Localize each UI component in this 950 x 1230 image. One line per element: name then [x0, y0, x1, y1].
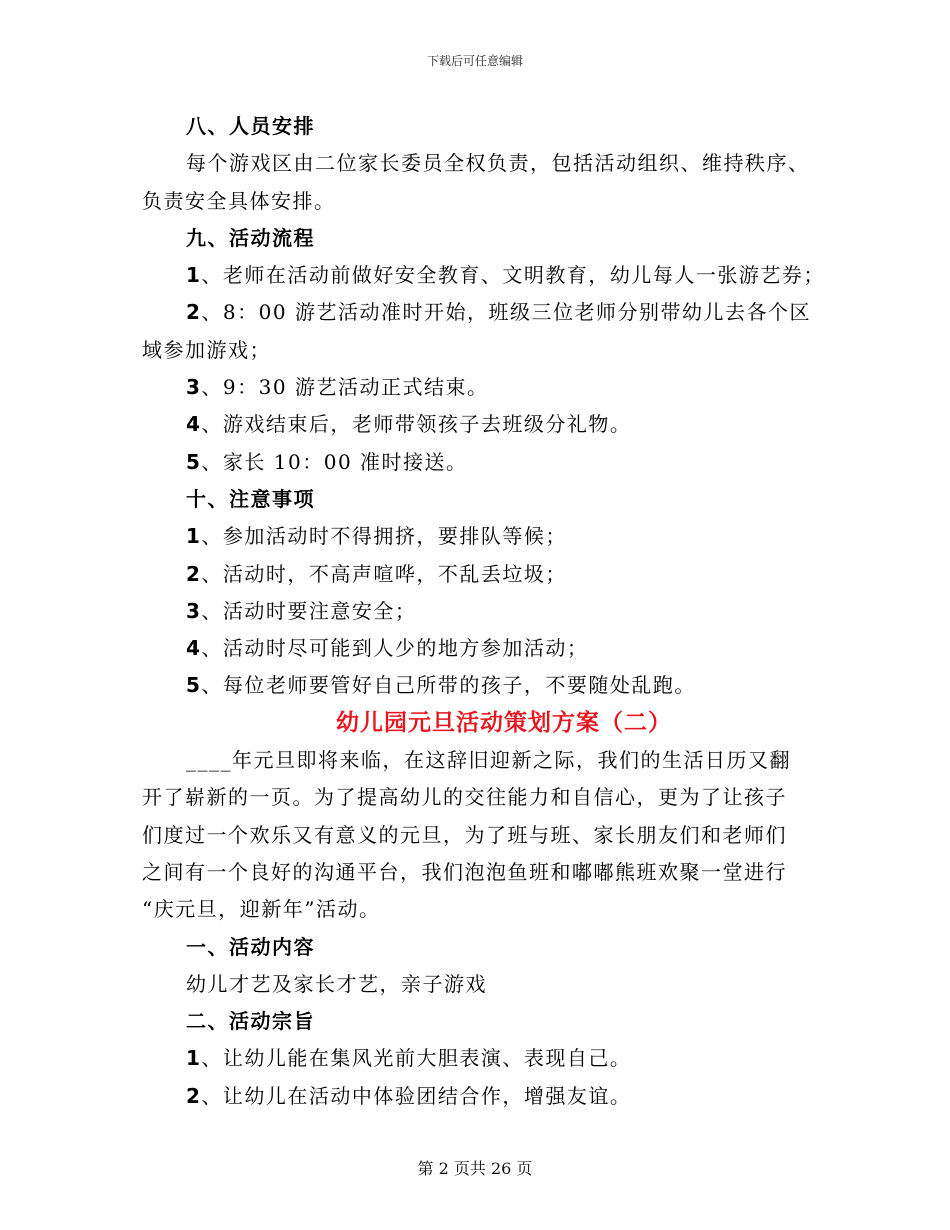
list-number: 5	[186, 449, 202, 474]
paragraph-line: 们度过一个欢乐又有意义的元旦，为了班与班、家长朋友们和老师们	[142, 822, 787, 847]
list-text: 、活动时，不高声喧哗，不乱丢垃圾；	[201, 561, 567, 586]
page-footer: 第 2 页共 26 页	[417, 1159, 533, 1178]
list-number: 4	[186, 412, 202, 437]
list-text: 、参加活动时不得拥挤，要排队等候；	[201, 524, 567, 549]
list-text: 、让幼儿在活动中体验团结合作，增强友谊。	[201, 1083, 632, 1108]
list-item-continuation: 域参加游戏；	[142, 337, 271, 362]
paragraph-line: 之间有一个良好的沟通平台，我们泡泡鱼班和嘟嘟熊班欢聚一堂进行	[142, 859, 787, 884]
list-item	[142, 556, 822, 593]
list-number: 2	[186, 300, 202, 325]
list-text: 、9：30 游艺活动正式结束。	[201, 375, 489, 400]
paragraph-line: 幼儿才艺及家长才艺，亲子游戏	[186, 971, 487, 996]
list-item	[142, 1040, 822, 1077]
page-header: 下载后可任意编辑	[426, 54, 523, 68]
list-item	[142, 369, 822, 406]
list-text: 、让幼儿能在集风光前大胆表演、表现自己。	[201, 1046, 632, 1071]
list-text: 、活动时要注意安全；	[201, 598, 417, 623]
list-text: 、8：00 游艺活动准时开始，班级三位老师分别带幼儿去各个区	[201, 300, 811, 325]
document-body	[142, 108, 825, 1115]
list-number: 1	[186, 524, 202, 549]
section-heading-process: 九、活动流程	[186, 225, 315, 250]
section-heading-notes: 十、注意事项	[186, 486, 315, 511]
list-text: 、每位老师要管好自己所带的孩子，不要随处乱跑。	[201, 673, 696, 698]
list-number: 2	[186, 1083, 202, 1108]
list-item	[142, 294, 822, 331]
paragraph-line: 开了崭新的一页。为了提高幼儿的交往能力和自信心，更为了让孩子	[142, 785, 787, 810]
section-heading-purpose: 二、活动宗旨	[186, 1009, 315, 1034]
list-number: 1	[186, 263, 202, 288]
paragraph-line: ____年元旦即将来临，在这辞旧迎新之际，我们的生活日历又翻	[186, 748, 791, 773]
list-item	[142, 257, 825, 294]
list-number: 5	[186, 673, 202, 698]
plan-title: 幼儿园元旦活动策划方案（二）	[336, 709, 672, 736]
list-item	[142, 406, 822, 443]
list-item	[142, 518, 822, 555]
paragraph-line: 负责安全具体安排。	[142, 188, 336, 213]
list-number: 4	[186, 636, 202, 661]
list-number: 3	[186, 375, 202, 400]
list-item	[142, 593, 822, 630]
paragraph-line: 每个游戏区由二位家长委员全权负责，包括活动组织、维持秩序、	[186, 151, 810, 176]
list-number: 3	[186, 598, 202, 623]
list-text: 、老师在活动前做好安全教育、文明教育，幼儿每人一张游艺券；	[201, 263, 825, 288]
list-number: 2	[186, 561, 202, 586]
paragraph-line: “庆元旦，迎新年”活动。	[142, 897, 381, 922]
list-text: 、家长 10：00 准时接送。	[201, 449, 468, 474]
section-heading-personnel: 八、人员安排	[186, 114, 315, 138]
list-item	[142, 444, 822, 481]
list-item	[142, 630, 822, 667]
list-item	[142, 1078, 822, 1115]
section-heading-content: 一、活动内容	[186, 934, 315, 959]
list-number: 1	[186, 1046, 202, 1071]
list-text: 、活动时尽可能到人少的地方参加活动；	[201, 636, 589, 661]
list-item	[142, 667, 822, 704]
list-text: 、游戏结束后，老师带领孩子去班级分礼物。	[201, 412, 632, 437]
